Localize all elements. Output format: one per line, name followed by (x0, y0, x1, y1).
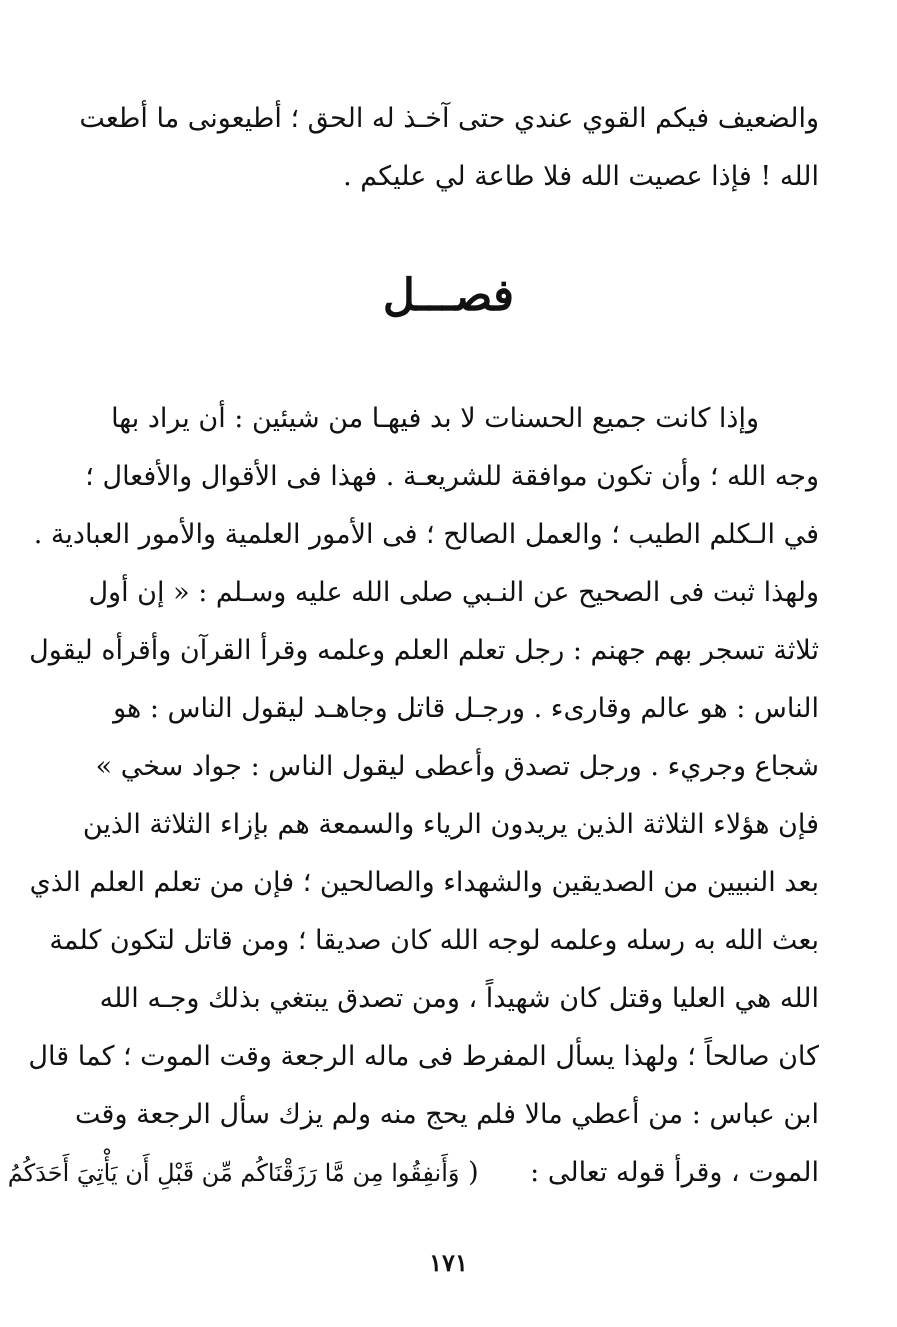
text-line: فإن هؤلاء الثلاثة الذين يريدون الرياء والسمعة هم بإزاء الثلاثة الذين (82, 809, 819, 840)
section-heading (0, 270, 897, 321)
text-line: الله هي العليا وقتل كان شهيداً ، ومن تصدق يبتغي بذلك وجـه الله (99, 983, 819, 1014)
text-line: الله ! فإذا عصيت الله فلا طاعة لي عليكم . (343, 161, 819, 192)
main-paragraph (7, 390, 819, 1202)
text-line: في الـكلم الطيب ؛ والعمل الصالح ؛ فى الأمور العلمية والأمور العبادية . (33, 519, 819, 550)
text-line-start: الموت ، وقرأ قوله تعالى : (530, 1157, 819, 1188)
quran-bracket: ( (468, 1157, 479, 1188)
page-number: ١٧١ (429, 1248, 468, 1277)
text-line: الناس : هو عالم وقارىء . ورجـل قاتل وجاهـد ليقول الناس : هو (113, 693, 819, 724)
section-heading-text: فصـــل (382, 270, 515, 321)
text-line: بعد النبيين من الصديقين والشهداء والصالحين ؛ فإن من تعلم العلم الذي (29, 867, 819, 898)
quran-verse: وَأَنفِقُوا مِن مَّا رَزَقْنَاكُم مِّن قَبْلِ أَن يَأْتِيَ أَحَدَكُمُ (7, 1159, 460, 1187)
text-line: بعث الله به رسله وعلمه لوجه الله كان صديقا ؛ ومن قاتل لتكون كلمة (49, 925, 819, 956)
last-text-line (7, 1144, 819, 1202)
text-line: كان صالحاً ؛ ولهذا يسأل المفرط فى ماله الرجعة وقت الموت ؛ كما قال (28, 1041, 819, 1072)
text-line: ابن عباس : من أعطي مالا فلم يحج منه ولم يزك سأل الرجعة وقت (75, 1099, 819, 1130)
text-line: وإذا كانت جميع الحسنات لا بد فيهـا من شيئين : أن يراد بها (111, 403, 759, 434)
text-line: والضعيف فيكم القوي عندي حتى آخـذ له الحق ؛ أطيعونى ما أطعت (79, 103, 819, 134)
text-line: شجاع وجريء . ورجل تصدق وأعطى ليقول الناس : جواد سخي » (95, 751, 819, 782)
text-line: ثلاثة تسجر بهم جهنم : رجل تعلم العلم وعلمه وقرأ القرآن وأقرأه ليقول (29, 635, 819, 666)
text-line: ولهذا ثبت فى الصحيح عن النـبي صلى الله عليه وسـلم : « إن أول (88, 577, 819, 608)
intro-paragraph (79, 90, 819, 206)
text-line: وجه الله ؛ وأن تكون موافقة للشريعـة . فهذا فى الأقوال والأفعال ؛ (85, 461, 819, 492)
